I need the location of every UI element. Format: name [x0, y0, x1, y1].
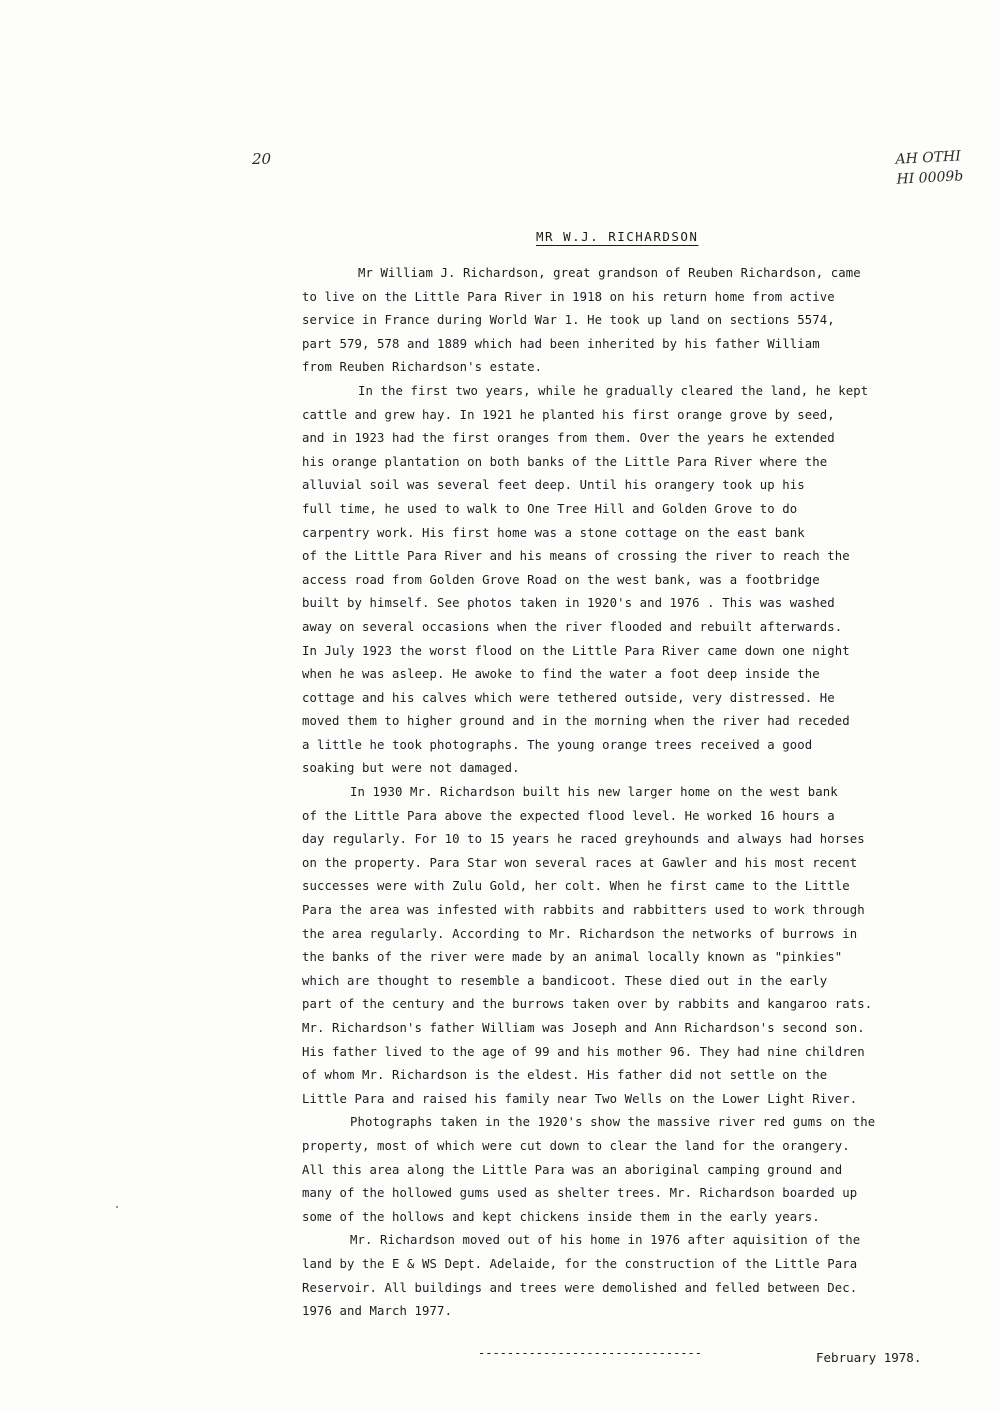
text-line: In 1930 Mr. Richardson built his new larger home on the west bank	[350, 785, 838, 800]
text-line: In July 1923 the worst flood on the Little Para River came down one night	[302, 643, 850, 658]
reference-code	[895, 146, 964, 189]
text-line: In the first two years, while he gradually cleared the land, he kept	[358, 383, 869, 398]
text-line: many of the hollowed gums used as shelter trees. Mr. Richardson boarded up	[302, 1186, 858, 1201]
paragraph	[302, 380, 962, 781]
paragraph	[302, 1111, 962, 1229]
text-line: from Reuben Richardson's estate.	[302, 360, 543, 375]
text-line: property, most of which were cut down to clear the land for the orangery.	[302, 1138, 850, 1153]
reference-line: HI 0009b	[896, 168, 964, 188]
text-line: Little Para and raised his family near Two Wells on the Lower Light River.	[302, 1091, 858, 1106]
text-line: His father lived to the age of 99 and his mother 96. They had nine children	[302, 1044, 865, 1059]
text-line: of the Little Para River and his means of crossing the river to reach the	[302, 549, 850, 564]
text-line: his orange plantation on both banks of the Little Para River where the	[302, 454, 828, 469]
text-line: which are thought to resemble a bandicoot. These died out in the early	[302, 973, 828, 988]
text-line: to live on the Little Para River in 1918 on his return home from active	[302, 289, 835, 304]
text-line: moved them to higher ground and in the morning when the river had receded	[302, 714, 850, 729]
document-heading: MR W.J. RICHARDSON	[536, 229, 699, 244]
text-line: a little he took photographs. The young orange trees received a good	[302, 737, 813, 752]
scan-speck	[116, 1206, 118, 1208]
reference-line: AH OTHI	[895, 148, 962, 168]
page-number: 20	[252, 150, 272, 168]
text-line: Photographs taken in the 1920's show the massive river red gums on the	[350, 1115, 876, 1130]
text-line: cottage and his calves which were tethered outside, very distressed. He	[302, 690, 835, 705]
text-line: the area regularly. According to Mr. Richardson the networks of burrows in	[302, 926, 858, 941]
text-line: alluvial soil was several feet deep. Until his orangery took up his	[302, 478, 805, 493]
document-body	[302, 262, 962, 1324]
text-line: cattle and grew hay. In 1921 he planted his first orange grove by seed,	[302, 407, 835, 422]
text-line: the banks of the river were made by an animal locally known as "pinkies"	[302, 950, 843, 965]
text-line: Reservoir. All buildings and trees were demolished and felled between Dec.	[302, 1280, 858, 1295]
text-line: Mr William J. Richardson, great grandson of Reuben Richardson, came	[358, 266, 861, 280]
text-line: of whom Mr. Richardson is the eldest. His father did not settle on the	[302, 1068, 828, 1083]
text-line: part of the century and the burrows taken over by rabbits and kangaroo rats.	[302, 997, 873, 1012]
text-line: when he was asleep. He awoke to find the water a foot deep inside the	[302, 667, 820, 682]
text-line: of the Little Para above the expected flood level. He worked 16 hours a	[302, 808, 835, 823]
text-line: successes were with Zulu Gold, her colt. When he first came to the Little	[302, 879, 850, 894]
text-line: soaking but were not damaged.	[302, 761, 520, 776]
paragraph	[302, 262, 962, 380]
paragraph	[302, 1229, 962, 1323]
text-line: access road from Golden Grove Road on the west bank, was a footbridge	[302, 572, 820, 587]
text-line: Para the area was infested with rabbits and rabbitters used to work through	[302, 903, 865, 918]
text-line: 1976 and March 1977.	[302, 1304, 453, 1319]
paragraph	[302, 781, 962, 1111]
text-line: service in France during World War 1. He took up land on sections 5574,	[302, 313, 835, 328]
text-line: on the property. Para Star won several races at Gawler and his most recent	[302, 855, 858, 870]
text-line: full time, he used to walk to One Tree Hill and Golden Grove to do	[302, 501, 798, 516]
text-line: carpentry work. His first home was a stone cottage on the east bank	[302, 525, 805, 540]
text-line: day regularly. For 10 to 15 years he raced greyhounds and always had horses	[302, 832, 865, 847]
text-line: part 579, 578 and 1889 which had been inherited by his father William	[302, 336, 820, 351]
text-line: land by the E & WS Dept. Adelaide, for the construction of the Little Para	[302, 1256, 858, 1271]
text-line: Mr. Richardson's father William was Joseph and Ann Richardson's second son.	[302, 1021, 865, 1035]
text-line: Mr. Richardson moved out of his home in 1976 after aquisition of the	[350, 1233, 861, 1248]
text-line: and in 1923 had the first oranges from them. Over the years he extended	[302, 431, 835, 446]
text-line: some of the hollows and kept chickens inside them in the early years.	[302, 1209, 820, 1224]
document-date: February 1978.	[816, 1350, 922, 1365]
text-line: built by himself. See photos taken in 1920's and 1976 . This was washed	[302, 596, 835, 611]
separator-line: -------------------------------	[478, 1346, 702, 1360]
text-line: away on several occasions when the river flooded and rebuilt afterwards.	[302, 619, 843, 634]
text-line: All this area along the Little Para was an aboriginal camping ground and	[302, 1162, 843, 1177]
